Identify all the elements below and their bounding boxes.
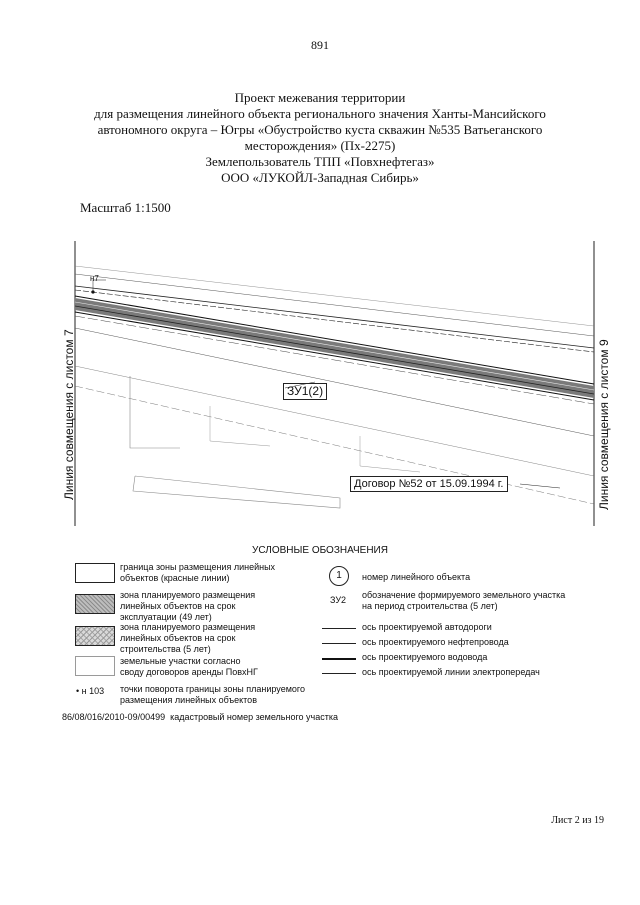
corridor-line (75, 306, 594, 394)
oil-pipeline-axis-icon (322, 643, 356, 644)
road-edge-line (75, 274, 594, 336)
document-title (60, 90, 580, 186)
corridor-line (75, 302, 594, 390)
legend-text: ось проектируемого нефтепровода (362, 637, 509, 647)
legend-text: ось проектируемого водовода (362, 652, 488, 662)
corridor-line (75, 316, 594, 404)
legend-text: номер линейного объекта (362, 572, 471, 582)
legend-text: ось проектируемой линии электропередач (362, 667, 540, 677)
cadastral-text: кадастровый номер земельного участка (170, 712, 338, 722)
parcel-outline (133, 476, 340, 508)
parcel-outline (210, 406, 270, 446)
left-boundary-label: Линия совмещения с листом 7 (62, 329, 76, 500)
contract-label: Договор №52 от 15.09.1994 г. (350, 476, 508, 492)
white-box-icon (75, 563, 115, 583)
corridor-line (75, 296, 594, 384)
legend-text: ось проектируемой автодороги (362, 622, 492, 632)
sheet-number: Лист 2 из 19 (551, 815, 604, 826)
grey-outline-box-icon (75, 656, 115, 676)
cadastral-number: 86/08/016/2010-09/00499 (62, 712, 166, 722)
road-axis-line-icon (322, 628, 356, 629)
legend-text: зона планируемого размещения линейных объектов на срок строительства (5 лет) (120, 622, 256, 654)
legend-text: зона планируемого размещения линейных объектов на срок эксплуатации (49 лет) (120, 590, 256, 622)
cadastral-legend (62, 712, 338, 722)
object-number-icon: 1 (329, 566, 349, 586)
legend-title: УСЛОВНЫЕ ОБОЗНАЧЕНИЯ (252, 545, 388, 556)
parcel-outline (360, 436, 420, 472)
legend-text: точки поворота границы зоны планируемого размещения линейных объектов (120, 684, 305, 705)
title-line: для размещения линейного объекта регионального значения Ханты-Мансийского (94, 106, 546, 121)
power-line-axis-icon (322, 673, 356, 674)
point-label: н7 (90, 274, 99, 283)
title-line: автономного округа – Югры «Обустройство куста скважин №535 Ватьеганского (97, 122, 543, 137)
page-number: 891 (311, 38, 329, 52)
parcel-line (75, 386, 594, 504)
legend-text: земельные участки согласно своду договоров аренды ПовхНГ (120, 656, 258, 677)
point-marker-icon: • н 103 (76, 686, 105, 696)
water-pipeline-axis-icon (322, 658, 356, 660)
title-line: Землепользователь ТПП «Повхнефтегаз» (205, 154, 435, 169)
cadastral-map (60, 236, 600, 526)
corridor-line (75, 312, 594, 400)
dense-hatch-icon (75, 594, 115, 614)
right-boundary-label: Линия совмещения с листом 9 (597, 339, 611, 510)
parcel-symbol: ЗУ2 (330, 595, 347, 605)
legend-text: обозначение формируемого земельного участка на период строительства (5 лет) (362, 590, 566, 611)
map-scale: Масштаб 1:1500 (80, 200, 171, 215)
title-line: месторождения» (Пх-2275) (244, 138, 396, 153)
legend-text: граница зоны размещения линейных объектов (красные линии) (120, 562, 276, 583)
cross-hatch-icon (75, 626, 115, 646)
title-line: Проект межевания территории (234, 90, 406, 105)
title-line: ООО «ЛУКОЙЛ-Западная Сибирь» (221, 170, 419, 185)
operation-zone-band (75, 298, 594, 398)
parcel-label: ЗУ1(2) (283, 383, 327, 400)
leader-line (520, 484, 560, 488)
